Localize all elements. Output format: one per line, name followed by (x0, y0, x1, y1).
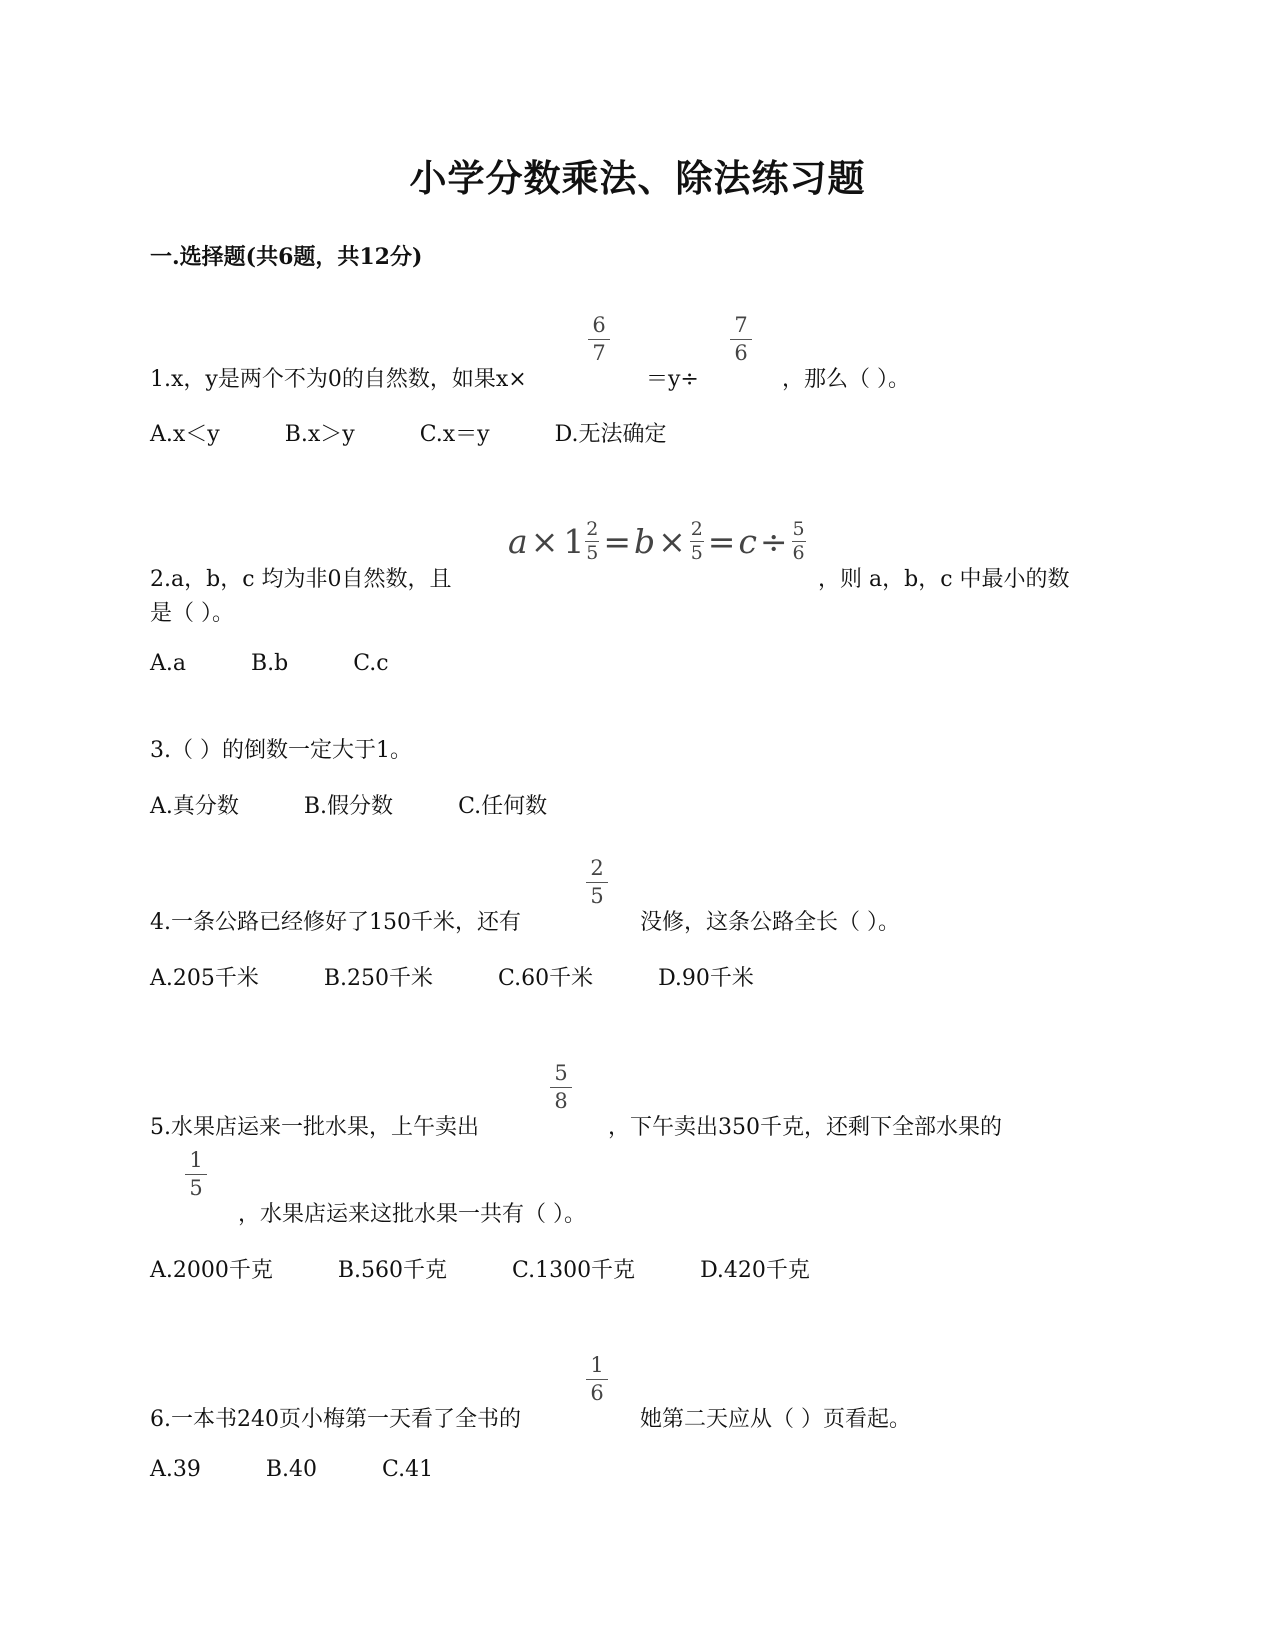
times-sign: × (658, 522, 686, 561)
formula-fraction-5-6 (792, 520, 806, 563)
option-b[interactable]: B.假分数 (303, 794, 394, 819)
fraction-denominator: 6 (734, 341, 748, 365)
fraction-numerator: 2 (590, 856, 604, 880)
option-c[interactable]: C.1300千克 (512, 1258, 636, 1283)
q1-fraction-7-6 (730, 315, 752, 364)
option-a[interactable]: A.2000千克 (150, 1258, 273, 1283)
option-a[interactable]: A.a (150, 651, 186, 676)
q2-text-end: ，则 a，b，c 中最小的数 (818, 567, 1070, 592)
fraction-denominator: 5 (590, 884, 604, 908)
formula-fraction-2-5 (585, 520, 599, 563)
fraction-numerator: 7 (734, 313, 748, 337)
q1-text-mid: ＝y÷ (646, 367, 699, 392)
var-c: c (738, 522, 757, 561)
fraction-numerator: 2 (690, 518, 703, 540)
option-a[interactable]: A.x＜y (150, 422, 220, 447)
q1-text-start: 1.x，y是两个不为0的自然数，如果x× (150, 367, 527, 392)
fraction-denominator: 8 (554, 1089, 568, 1113)
q5-text-start: 5.水果店运来一批水果，上午卖出 (150, 1115, 479, 1140)
fraction-numerator: 5 (792, 518, 805, 540)
equals-sign: = (707, 522, 736, 561)
option-a[interactable]: A.39 (150, 1457, 201, 1482)
var-b: b (634, 522, 656, 561)
q3-options (150, 789, 605, 820)
option-b[interactable]: B.b (251, 651, 289, 676)
q2-formula (508, 520, 807, 563)
q1-fraction-6-7 (588, 315, 610, 364)
mixed-whole: 1 (563, 522, 585, 561)
section-heading: 一.选择题(共6题，共12分) (150, 244, 423, 270)
option-d[interactable]: D.420千克 (700, 1258, 810, 1283)
q2-text-start: 2.a，b，c 均为非0自然数，且 (150, 567, 452, 592)
fraction-denominator: 5 (690, 542, 703, 564)
q3-text: 3.（ ）的倒数一定大于1。 (150, 738, 412, 763)
q6-fraction-1-6 (586, 1355, 608, 1404)
option-b[interactable]: B.x＞y (284, 422, 355, 447)
option-b[interactable]: B.560千克 (337, 1258, 448, 1283)
times-sign: × (530, 522, 559, 561)
q6-text-start: 6.一本书240页小梅第一天看了全书的 (150, 1407, 521, 1432)
fraction-bar (185, 1174, 207, 1175)
option-a[interactable]: A.205千米 (150, 966, 259, 991)
q4-fraction-2-5 (586, 858, 608, 907)
var-a: a (508, 522, 528, 561)
q2-text-wrap: 是（ ）。 (150, 601, 234, 626)
q1-text-end: ，那么（ ）。 (782, 367, 910, 392)
q2-options (150, 651, 447, 676)
fraction-denominator: 6 (590, 1381, 604, 1405)
option-d[interactable]: D.90千米 (658, 966, 754, 991)
equals-sign: = (603, 522, 631, 561)
option-c[interactable]: C.x＝y (419, 422, 490, 447)
q6-options (150, 1457, 491, 1482)
divide-sign: ÷ (759, 522, 788, 561)
q5-fraction-5-8 (550, 1063, 572, 1112)
q4-text-start: 4.一条公路已经修好了150千米，还有 (150, 910, 521, 935)
q5-fraction-1-5 (185, 1150, 207, 1199)
fraction-bar (586, 882, 608, 883)
q5-text-mid: ，下午卖出350千克，还剩下全部水果的 (608, 1115, 1002, 1140)
q5-text-end: ，水果店运来这批水果一共有（ ）。 (238, 1202, 586, 1227)
fraction-denominator: 5 (189, 1176, 203, 1200)
fraction-numerator: 1 (189, 1148, 203, 1172)
option-a[interactable]: A.真分数 (150, 794, 239, 819)
fraction-bar (730, 339, 752, 340)
q5-options (150, 1253, 868, 1284)
fraction-bar (586, 1379, 608, 1380)
q4-text-end: 没修，这条公路全长（ ）。 (640, 910, 900, 935)
option-c[interactable]: C.任何数 (458, 794, 548, 819)
fraction-denominator: 7 (592, 341, 606, 365)
option-d[interactable]: D.无法确定 (554, 422, 667, 447)
q6-text-end: 她第二天应从（ ）页看起。 (640, 1407, 911, 1432)
formula-fraction-2-5 (690, 520, 704, 563)
option-b[interactable]: B.40 (265, 1457, 318, 1482)
fraction-denominator: 5 (586, 542, 599, 564)
q1-options (150, 417, 724, 448)
fraction-bar (588, 339, 610, 340)
option-b[interactable]: B.250千米 (323, 966, 434, 991)
option-c[interactable]: C.41 (382, 1457, 434, 1482)
option-c[interactable]: C.60千米 (498, 966, 594, 991)
fraction-bar (550, 1087, 572, 1088)
page-title: 小学分数乘法、除法练习题 (409, 156, 866, 200)
fraction-numerator: 2 (586, 518, 599, 540)
option-c[interactable]: C.c (353, 651, 389, 676)
fraction-numerator: 6 (592, 313, 606, 337)
q4-options (150, 961, 812, 992)
fraction-denominator: 6 (792, 542, 805, 564)
fraction-numerator: 1 (590, 1353, 604, 1377)
fraction-numerator: 5 (554, 1061, 568, 1085)
